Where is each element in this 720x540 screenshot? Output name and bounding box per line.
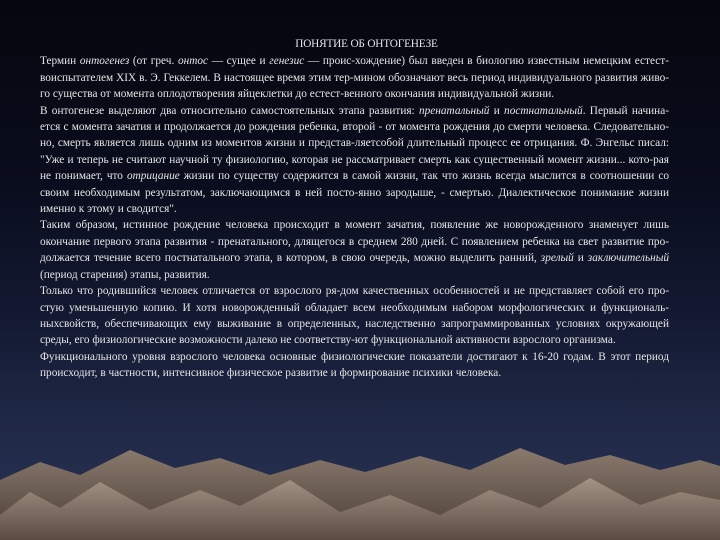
text-run: (период старения) этапы, развития.	[40, 268, 210, 281]
text-run: — проис-хождение) был введен в биологию известным немецким естест-воиспытателем XIX в. Э. Геккелем. В настоящее время этим тер-мином обозначают весь период индивидуального развития живо-го существа от момента оплодотворения яйцеклетки до естест-венного окончания индивидуальной жизни.	[40, 55, 669, 101]
mountain-range-graphic	[0, 420, 720, 540]
text-run: (от греч.	[129, 55, 178, 68]
page-title: ПОНЯТИЕ ОБ ОНТОГЕНЕЗЕ	[295, 38, 438, 50]
paragraph-container	[40, 53, 669, 381]
text-run: и	[573, 252, 588, 265]
body-paragraph	[40, 349, 669, 382]
document-text-block	[40, 36, 669, 382]
text-run: Функционального уровня взрослого человека основные физиологические показатели достигают к 16-20 годам. В этот период происходит, в частности, интенсивное физическое развитие и формирование психики человека.	[40, 350, 669, 380]
italic-term: зрелый	[540, 252, 574, 265]
italic-term: генезис	[269, 55, 305, 68]
italic-term: постнатальный	[504, 104, 583, 117]
text-run: Термин	[40, 55, 80, 68]
text-run: . Первый начина-ется с момента зачатия и продолжается до рождения ребенка, второй - от момента рождения до смерти человека. Следовательно-но, смерть является лишь одним из моментов жизни и представ-ляетсобой длительный процесс ее отрицания. Ф. Энгельс писал: "Уже и теперь не считают научной ту физиологию, которая не рассматривает смерть как существенный момент жизни... кото-рая не понимает, что	[40, 104, 669, 183]
text-run: жизни по существу содержится в самой жизни, так что жизнь всегда мыслится в соотношении со своим необходимым результатом, заключающимся в ней посто-янно зародыше, - смертью. Диалектическое понимание жизни именно к этому и сводится".	[40, 170, 669, 216]
body-paragraph	[40, 283, 669, 349]
text-run: и	[489, 104, 505, 117]
italic-term: онтогенез	[79, 55, 130, 68]
italic-term: пренатальный	[418, 104, 490, 117]
body-paragraph	[40, 217, 669, 283]
text-run: Только что родившийся человек отличается от взрослого ря-дом качественных особенностей и не представляет собой его про-стую уменьшенную копию. И хотя новорожденный обладает всем необходимым набором морфологических и функциональ-ныхсвойств, обеспечивающих ему выживание в определенных, наследственно запрограммированных условиях окружающей среды, его физиологические возможности далеко не соответству-ют функциональной активности взрослого организма.	[40, 285, 669, 347]
body-paragraph	[40, 53, 669, 102]
italic-term: онтос	[177, 55, 209, 68]
italic-term: отрицание	[126, 170, 180, 183]
body-paragraph	[40, 103, 669, 218]
italic-term: заключительный	[587, 252, 669, 265]
text-run: В онтогенезе выделяют два относительно самостоятельных этапа развития:	[40, 104, 419, 117]
text-run: Таким образом, истинное рождение человека происходит в момент зачатия, появление же новорожденного знаменует лишь окончание первого этапа развития - пренатального, длящегося в среднем 280 дней. С появлением ребенка на свет развитие про-должается течение всего постнатального этапа, в котором, в свою очередь, можно выделить ранний,	[40, 219, 669, 265]
text-run: — сущее и	[208, 55, 270, 68]
